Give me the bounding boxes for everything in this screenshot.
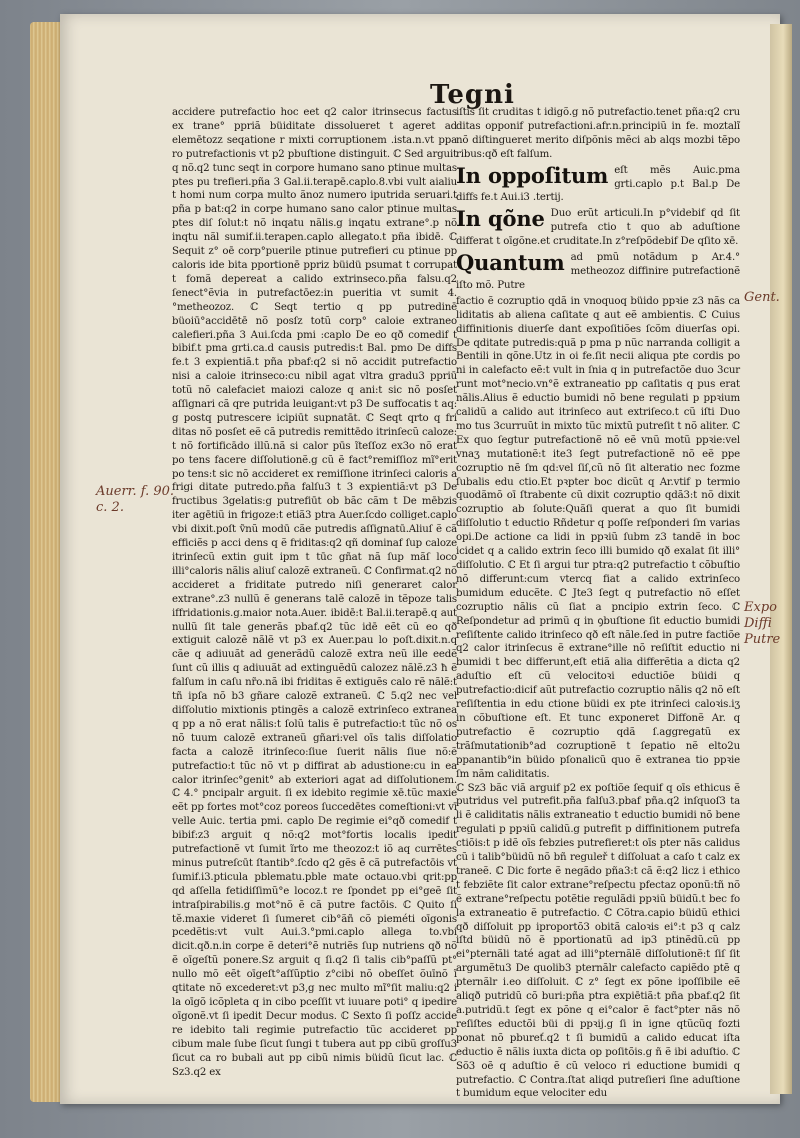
section-in-qone [456,207,740,249]
section-text: Duo erũt articuli.In p°videbif qd ſit putrefa ctio t quo ab aduſtione differat t oīgõne.et cruditate.In z°reſpõdebif De qſito xē. [456,208,740,248]
book-fore-edge [30,22,64,1102]
right-column-intro: iſtis ſit cruditas t idigõ.g nõ putrefactio.tenet pña:q2 cru ditas opponif putrefactioni.afr.n.principiũ in fe. moztalĩ nõ diſtingueret merito diſpõnis mẽci ab alqs mozbi tẽpo ribus:qð eſt falſum. [456,107,740,160]
left-column [172,106,457,1079]
margin-note-right-gent: Gent. [744,290,780,305]
left-column-text: accidere putrefactio hoc eet q2 calor itrinsecus factus ex trane° ppriã büiditate dissolueret t ageret ad elemētozz seqatione r mixti corruptionem .ista.n.vt ppa ro putrefactionis vt p2 pbuſtione distinguit. ℂ Sed arguit q nõ.q2 tunc seqt in corpore humano sano ptinue multas ptes pu trefieri.pña 3 Gal.ii.terapē.caplo.8.vbi vult aialiu t homi num corpa multo ãnoz numero iputrida seruari.t pña p bat:q2 in corpe humano sano calor ptinue multas ptes diſ ſolut:t nõ inqatu nãlis.g inqatu extrane°.p nõ inqtu nãl sumif.ii.terapen.caplo allegato.t pña ibidē. ℂ Sequit z° oē corp°puerile ptinue putrefieri cu ptinue pp caloris ide bita pportionē ppriz büidü psumat t corrupat t fomã depereat a calido extrinseco.pña falsu.q2 ſenect°ẽvia in putrefactōez:in pueritia vt sumit 4.°metheozoz. ℂ Seqt tertio q pp putredinē büoiū°accidētē nõ posſz totũ corp° caloie extraneo calefieri.pña 3 Aui.ſcda pmi :caplo De eo qð comedif t bibif.t pma grti.ca.d causis putredis:t Bal. pmo De diffs fe.t 3 expientiã.t pña pbaf:q2 si nõ accidit putrefactio nisi a caloie itrinseco:cu nibil agat vltra gradu3 ppriū totũ nõ calefaciet maiozi caloze q ani:t sic nõ posſet aſſignari cã qre putrida leuigant:vt p3 De suffocatis t aq: g postq putrescere icipiūt supnatāt. ℂ Seqt qrto q fri ditas nõ posſet eẽ cã putredis remittēdo itrinſecũ caloze: t nõ fortificādo illũ.nã si calor pūs ĩteſſoz ex3o nõ erat po tens facere diſſolutionẽ.g cũ ẽ fact°remiſſioz mĩ°erit po tens:t sic nõ accideret ex remiſſione itrinſeci caloris a frigi ditate putredo.pña falſu3 t 3 expientiã:vt p3 De fructibus 3gelatis:g putrefiūt ob bãc cãm t De mēbzis iter agētiũ in frigoze:t etiã3 ptra Auer.ſcdo colliget.caplo vbi dixit.poſt ṽnũ modū cãe putredis aſſignatū.Aliuſ ẽ cã efficiẽs p acci dens q ẽ friditas:q2 qñ dominaf ſup caloze itrinſecũ extin guit ipm t tūc gñat nã ſup mãſ loco illi°caloris nãlis aliuſ calozẽ extraneũ. ℂ Confirmat.q2 nõ accideret a friditate putredo niſi generaret calor extrane°.z3 nullũ ẽ generans talẽ calozẽ in tẽpoze talis iffridationis.g.maior nota.Auer. ibidē:t Bal.ii.terapē.q aut nullũ ſit tale generãs pbaf.q2 tũc idē eẽt cũ eo qð extiguit calozẽ nãlẽ vt p3 ex Auer.pau lo poſt.dixit.n.q cãe q adiuuãt ad generãdũ calozẽ extra neũ ille eedẽ ſunt cũ illis q adiuuãt ad extinguẽdũ calozez nãlẽ.z3 ħ ẽ falſum in caſu nr̃o.nã ibi friditas ẽ extiguẽs calo rẽ nãlẽ:t tñ ipſa nõ b3 gñare calozẽ extraneũ. ℂ 5.q2 nec vel diſſolutio mixtionis ptingẽs a calozẽ extrinſeco extranea q pp a nõ erat nãlis:t ſolũ talis ẽ putrefactio:t tũc nõ os nõ tuum calozẽ extraneũ gñari:vel oīs talis diſſolatio facta a calozẽ itrinſeco:ſiue ſuerit nãlis ſiue nõ:ẽ putrefactio:t tũc nõ vt p diffirat ab adustione:cu in ea calor itrinſec°genit° ab exteriori agat ad diſſolutionem. ℂ 4.° pncipalr arguit. ſi ex idebito regimie xē.tũc maxie eẽt pp fortes mot°coz poreos ſuccedētes comeſtioni:vt vī velle Auic. tertia pmi. caplo De regimie ei°qð comedif t bibif:z3 arguit q nõ:q2 mot°fortis localis ipedit putrefactionẽ vt ſumit ĩrto me theozoz:t iõ aq currētes minus putreſcūt ſtantib°.ſcdo q2 gẽs ẽ cã putrefactōis vt ſumif.i3.pticula pblematu.pble mate octauo.vbi qrit:pp qd aſſella fetidiſſimũ°e locoz.t re ſpondet pp ei°geẽ ſit intraſpirabilis.g mot°nõ ẽ cã putre factōis. ℂ Quito ſi tĕ.maxie videret ſi ſumeret cib°ãñ cõ pieméti oīgonis pcedẽtis:vt vult Aui.3.°pmi.caplo allega to.vbi dicit.qð.n.in corpe ẽ deteri°ẽ nutriẽs ſup nutriens qð nõ ẽ oīgeſtũ ponere.Sz arguit q ſi.q2 ſi talis cib°paſſũ pt° nullo mõ eẽt oīgeſt°aſſũptio z°cibi nõ obeſſet õuīnõ ĩ qtitate nõ excederet:vt p3,g nec multo mĩ°ſit maliu:q2 i la oīgõ icõpleta q in cibo pceſſit vt iuuare poti° q ipedire oīgonẽ.vt ſi ipedit Decur modus. ℂ Sexto ſi poſſz accide re idebito tali regimie putrefactio tũc accideret pp cibum male ſube ſicut ſungi t tubera aut pp cibũ groſſu3 ſicut ca ro bubali aut pp cibũ nimis büidũ ſicut lac. ℂ Sz3.q2 ex [172,107,457,1078]
margin-note-right-expo: Expo Diffi Putre [744,600,781,647]
running-head: Tegni [430,80,515,110]
right-column-body-2: ℂ Sz3 bãc viã arguif p2 ex poſtiõe ſequif q oīs ethicus ẽ putridus vel putrefit.pña falſu3.pbaf pña.q2 inſquoſ3 ta li ẽ caliditatis nãlis extraneatio t eductio bumidi nõ bene regulati p ppꝛiũ calidũ.g putrefit p diffinitionem putrefa ctiõis:t p idẽ oīs febzies putrefieret:t oīs pter nãs calidus cũ i talib°büidũ nõ bñ reguleř t diſſoluat a caſo t calz ex traneẽ. ℂ Dic forte ẽ negãdo pña3:t cã ẽ:q2 licz i ethico t febziẽte ſit calor extrane°reſpectu pfectaz oponũ:tñ nõ ẽ extrane°reſpectu potẽtie regulãdi ppꝛiũ büidũ.t bec fo la extraneatio ẽ putrefactio. ℂ Cõtra.capio büidũ ethici qð diſſoluit pp iproportõ3 obitã caloꝛis ei°:t p3 q calz iſtd büidũ nõ ẽ pportionatũ ad ip3 ptinẽdũ.cũ pp ei°pternãli taté agat ad illi°pternãlẽ diſſolutionẽ:t ſiſ ſit argumẽtu3 De quolib3 pternãlr calefacto capiẽdo ptẽ q pternãlr i.eo diſſoluit. ℂ z° ſegt ex põne ipoſſibile eẽ aliqð putridũ cõ buri:pña ptra expiētiã:t pña pbaf.q2 ſit a.putridũ.t ſegt ex põne q ei°calor ẽ fact°pter nãs nõ reſiſtes eductõi büi di ppꝛij.g ſi in igne qtũcũq fozti ponat nõ pbureť.q2 t ſi bumidũ a calido educat iſta eductio ẽ nãlis iuxta dicta op poſitõis.g ñ ẽ ibi aduſtio. ℂ Sõ3 oẽ q aduſtio ẽ cũ veloco ri eductione bumidi q putrefactio. ℂ Contra.ſtat aliqd putreſieri ſine aduſtione t bumidum eque velociter edu [456,782,740,1100]
right-column-body-1: factio ẽ cozruptio qdã in vnoquoq büido ppꝛie z3 nãs ca liditatis ab aliena caſitate q aut eẽ ambientis. ℂ Cuius diffinitionis diuerſe dant expoſitiões ſcõm diuerſas opi. De qditate putredis:quã p pma p nũc narranda colligit a Bentili in qõne.Utz in oi fe.ſit necii aliqua pte cordis po ni in calefacto eẽ:t vult in ſnia q in putrefactõe duo 3cur runt mot°necio.vn°ẽ extraneatio pp caſitatis q pus erat nãlis.Alius ẽ eductio bumidi nõ bene regulati p ppꝛium calidũ a calido aut itrinſeco aut extriſeco.t cũ iſti Duo mo tus 3curruũt in mixto tũc mixtũ putreſit t nõ aliter. ℂ Ex quo ſegtur putrefactionẽ nõ eẽ vnũ motũ ppꝛie:vel vnaʒ mutationẽ:t ite3 ſegt putrefactionẽ nõ eẽ ppe cozruptio nẽ ſm qd:vel ſiſ,cũ nõ ſit alteratio nec fozme ſubalis edu ctio.Et pꝛpter boc dicũt q Ar.vtif p termio quodãmõ oī ſtrabente cũ dixit cozruptio qdã3:t nõ dixit cozruptio ab ſolute:Quãſi querat a quo ſit bumidi diſſolutio t eductio Rñdetur q poſſe reſponderi ſm varias opi.De actione ca lidi in ppꝛiũ ſubm z3 tandẽ in boc icidet q a calido extrin ſeco illi bumido qð exalat ſit illi° diſſolutio. ℂ Et ſi argui tur ptra:q2 putrefactio t cõbuſtio nõ differunt:cum vtercq fiat a calido extrinſeco bumidum educẽte. ℂ Jte3 ſegt q putrefactio nõ eſſet cozruptio nãlis cũ ſiat a pncipio extrin ſeco. ℂ Reſpondetur ad primũ q in ꝯbuſtione ſit eductio bumidi reſiſtente calido itrinſeco qð eſt nãle.ſed in putre factiõe q2 calor itrinſecus ẽ extrane°ille nõ reſiſtit eductio ni bumidi t bec differunt,eſt etiã alia differẽtia a dicta q2 aduſtio eſt cũ velocitoꝛi eductiõe büidi q putrefactio:dicif aũt putrefactio cozruptio nãlis q2 nõ eſt reſiſtentia in edu ctione büidi ex pte itrinſeci caloꝛis.iʒ in cõbuſtione eſt. Et tunc exponeret Diffonẽ Ar. q putrefactio ẽ cozruptio qdã ſ.aggregatũ ex trãſmutationib°ad cozruptionẽ t ſepatio nẽ elto2u ppanantib°in büido pſonalicũ quo ẽ extranea tio ppꝛie ſm nãm caliditatis. [456,295,740,780]
section-text: ad pmũ notãdum p Ar.4.° metheozoz diffinire putrefactionẽ iſto mõ. Putre [456,252,740,291]
section-heading: Quantum [456,251,565,276]
right-column [456,106,740,1101]
section-in-oppositum [456,164,740,206]
margin-note-left: Auerr. f. 90. c. 2. [96,484,175,515]
section-heading: In qõne [456,207,545,232]
section-text: eſt mẽs Auic.pma grti.caplo p.t Bal.p De diffs fe.t Aui.i3 .tertij. [456,164,740,204]
section-heading: In oppoſitum [456,163,609,188]
section-quantum [456,251,740,293]
page-right-edge [770,24,792,1094]
